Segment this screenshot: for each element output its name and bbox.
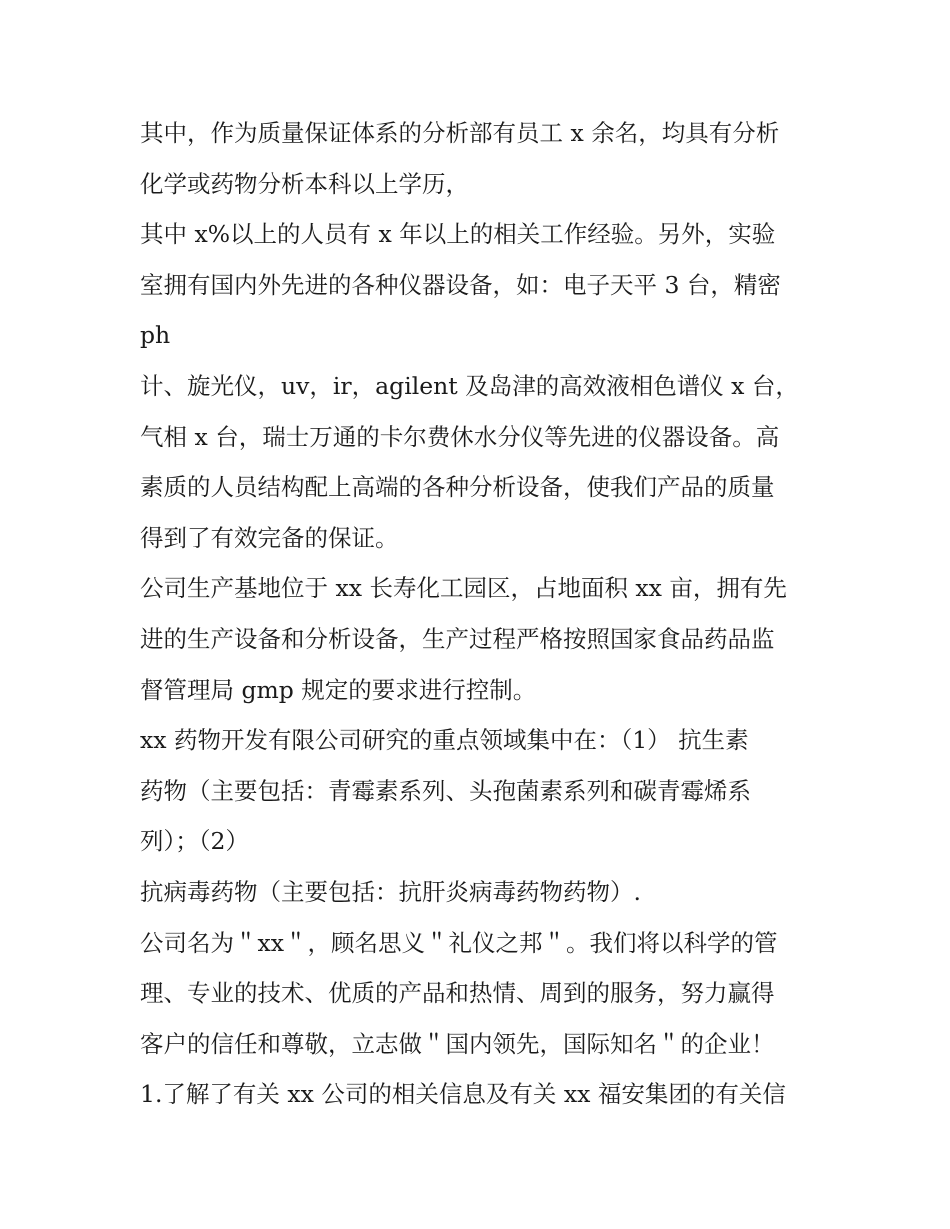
text-line: 理、专业的技术、优质的产品和热情、周到的服务，努力赢得 <box>140 979 775 1008</box>
text-line: 素质的人员结构配上高端的各种分析设备，使我们产品的质量 <box>140 473 775 502</box>
text-line: xx 药物开发有限公司研究的重点领域集中在：（1） 抗生素 <box>140 726 749 755</box>
document-body <box>140 108 820 1120</box>
text-line: 抗病毒药物（主要包括：抗肝炎病毒药物药物）. <box>140 877 641 906</box>
text-line: 得到了有效完备的保证。 <box>140 523 399 552</box>
text-line: ph <box>140 321 171 350</box>
text-line: 计、旋光仪，uv，ir，agilent 及岛津的高效液相色谱仪 x 台， <box>140 371 799 400</box>
text-line: 公司生产基地位于 xx 长寿化工园区，占地面积 xx 亩，拥有先 <box>140 574 787 603</box>
text-line: 列）；（2） <box>140 827 249 856</box>
text-line: 1.了解了有关 xx 公司的相关信息及有关 xx 福安集团的有关信 <box>140 1080 786 1109</box>
text-line: 气相 x 台，瑞士万通的卡尔费休水分仪等先进的仪器设备。高 <box>140 422 780 451</box>
text-line: 进的生产设备和分析设备，生产过程严格按照国家食品药品监 <box>140 624 775 653</box>
text-line: 室拥有国内外先进的各种仪器设备，如：电子天平 3 台，精密 <box>140 270 781 299</box>
text-line: 药物（主要包括：青霉素系列、头孢菌素系列和碳青霉烯系 <box>140 776 751 805</box>
text-line: 化学或药物分析本科以上学历， <box>140 169 469 198</box>
text-line: 客户的信任和尊敬，立志做＂国内领先，国际知名＂的企业！ <box>140 1029 775 1058</box>
text-line: 其中 x%以上的人员有 x 年以上的相关工作经验。另外，实验 <box>140 220 776 249</box>
text-line: 督管理局 gmp 规定的要求进行控制。 <box>140 675 537 704</box>
text-line: 公司名为＂xx＂，顾名思义＂礼仪之邦＂。我们将以科学的管 <box>140 928 778 957</box>
text-line: 其中，作为质量保证体系的分析部有员工 x 余名，均具有分析 <box>140 119 780 147</box>
